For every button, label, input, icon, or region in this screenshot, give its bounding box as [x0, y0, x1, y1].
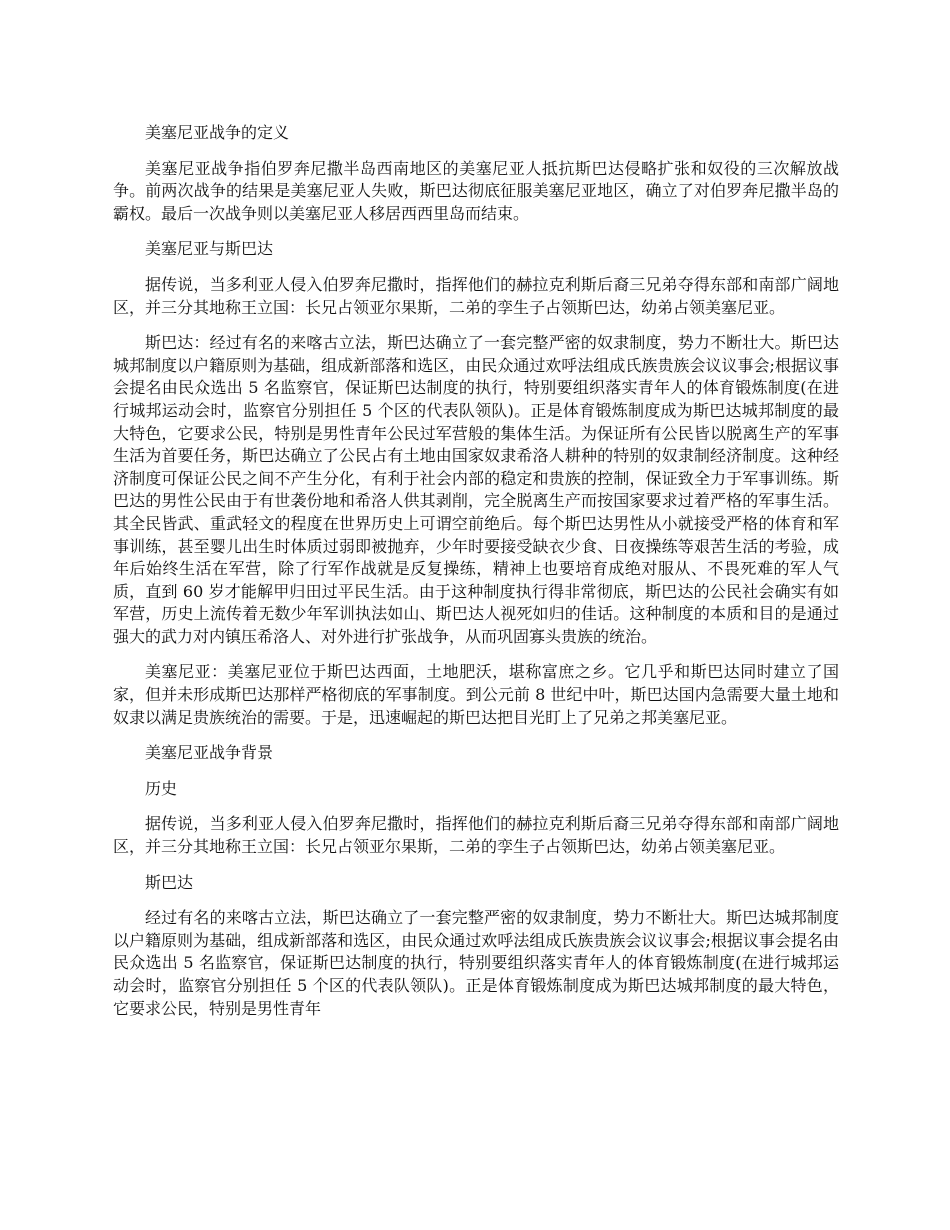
paragraph-messenia: 美塞尼亚：美塞尼亚位于斯巴达西面，土地肥沃，堪称富庶之乡。它几乎和斯巴达同时建立了国家，但并未形成斯巴达那样严格彻底的军事制度。到公元前 8 世纪中叶，斯巴达国内急需要大量土地和奴隶以满足贵族统治的需要。于是，迅速崛起的斯巴达把目光盯上了兄弟之邦美塞尼亚。 — [113, 662, 839, 727]
paragraph-sparta: 斯巴达：经过有名的来喀古立法，斯巴达确立了一套完整严密的奴隶制度，势力不断壮大。斯巴达城邦制度以户籍原则为基础，组成新部落和选区，由民众通过欢呼法组成氏族贵族会议议事会;根据议事会提名由民众选出 5 名监察官，保证斯巴达制度的执行，特别要组织落实青年人的体育锻炼制度(在进行城邦运动会时，监察官分别担任 5 个区的代表队领队)。正是体育锻炼制度成为斯巴达城邦制度的最大特色，它要求公民，特别是男性青年公民过军营般的集体生活。为保证所有公民皆以脱离生产的军事生活为首要任务，斯巴达确立了公民占有土地由国家奴隶希洛人耕种的特别的奴隶制经济制度。这种经济制度可保证公民之间不产生分化，有利于社会内部的稳定和贵族的控制，保证致全力于军事训练。斯巴达的男性公民由于有世袭份地和希洛人供其剥削，完全脱离生产而按国家要求过着严格的军事生活。其全民皆武、重武轻文的程度在世界历史上可谓空前绝后。每个斯巴达男性从小就接受严格的体育和军事训练，甚至婴儿出生时体质过弱即被抛弃，少年时要接受缺衣少食、日夜操练等艰苦生活的考验，成年后始终生活在军营，除了行军作战就是反复操练，精神上也要培育成绝对服从、不畏死难的军人气质，直到 60 岁才能解甲归田过平民生活。由于这种制度执行得非常彻底，斯巴达的公民社会确实有如军营，历史上流传着无数少年军训执法如山、斯巴达人视死如归的佳话。这种制度的本质和目的是通过强大的武力对内镇压希洛人、对外进行扩张战争，从而巩固寡头贵族的统治。 — [113, 333, 839, 646]
paragraph-legend: 据传说，当多利亚人侵入伯罗奔尼撒时，指挥他们的赫拉克利斯后裔三兄弟夺得东部和南部广阔地区，并三分其地称王立国：长兄占领亚尔果斯，二弟的孪生子占领斯巴达，幼弟占领美塞尼亚。 — [113, 274, 839, 317]
section-heading-sparta: 斯巴达 — [145, 872, 194, 892]
section-heading-messenia-sparta: 美塞尼亚与斯巴达 — [145, 239, 274, 259]
section-heading-background: 美塞尼亚战争背景 — [145, 743, 274, 763]
paragraph-history-legend: 据传说，当多利亚人侵入伯罗奔尼撒时，指挥他们的赫拉克利斯后裔三兄弟夺得东部和南部广阔地区，并三分其地称王立国：长兄占领亚尔果斯，二弟的孪生子占领斯巴达，幼弟占领美塞尼亚。 — [113, 814, 839, 857]
section-heading-definition: 美塞尼亚战争的定义 — [145, 123, 290, 142]
paragraph-definition: 美塞尼亚战争指伯罗奔尼撒半岛西南地区的美塞尼亚人抵抗斯巴达侵略扩张和奴役的三次解放战争。前两次战争的结果是美塞尼亚人失败，斯巴达彻底征服美塞尼亚地区，确立了对伯罗奔尼撒半岛的霸权。最后一次战争则以美塞尼亚人移居西西里岛而结束。 — [113, 158, 839, 223]
document-body — [113, 122, 839, 1033]
section-heading-history: 历史 — [145, 778, 178, 798]
paragraph-sparta-system: 经过有名的来喀古立法，斯巴达确立了一套完整严密的奴隶制度，势力不断壮大。斯巴达城邦制度以户籍原则为基础，组成新部落和选区，由民众通过欢呼法组成氏族贵族会议议事会;根据议事会提名由民众选出 5 名监察官，保证斯巴达制度的执行，特别要组织落实青年人的体育锻炼制度(在进行城邦运动会时，监察官分别担任 5 个区的代表队领队)。正是体育锻炼制度成为斯巴达城邦制度的最大特色，它要求公民，特别是男性青年 — [113, 908, 839, 1018]
